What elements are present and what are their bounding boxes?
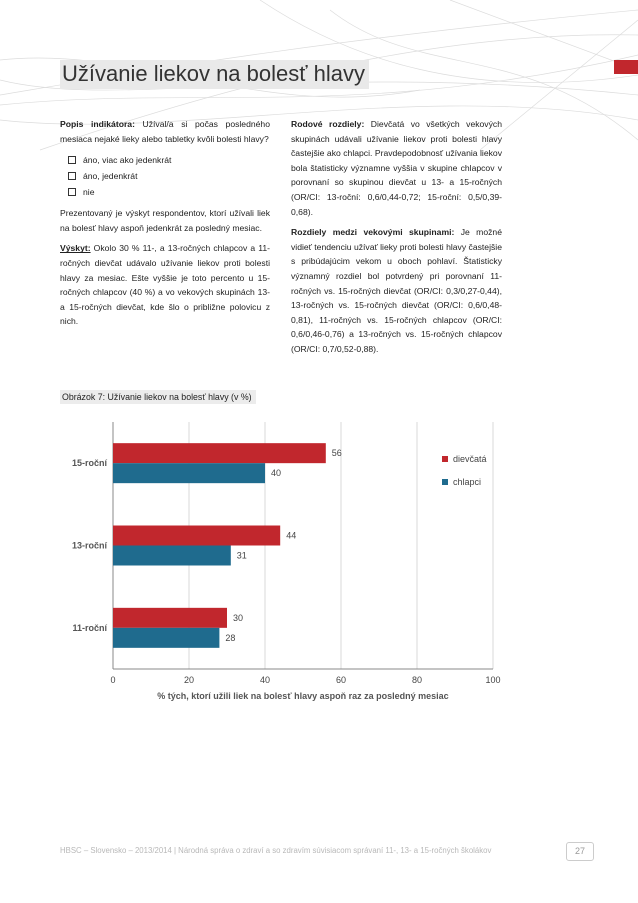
page-title: Užívanie liekov na bolesť hlavy xyxy=(60,60,369,89)
data-label: 31 xyxy=(236,550,247,561)
y-category-label: 11-roční xyxy=(72,622,107,633)
legend-label: dievčatá xyxy=(453,454,487,464)
bar-dievčatá xyxy=(113,608,227,628)
answer-options xyxy=(68,152,270,200)
gender-text: Dievčatá vo všetkých vekových skupinách udávali užívanie liekov proti bolesti hlavy častejšie ako chlapci. Pravdepodobnosť užívania liekov bola štatisticky významne vyššia v skupine chlapcov v porovnaní so skupinou dievčat u 13- a 15-ročných (OR/CI: 13-roční: 0,6/0,44-0,72; 15-roční: 0,5/0,39-0,68). xyxy=(291,119,502,217)
figure-caption: Obrázok 7: Užívanie liekov na bolesť hlavy (v %) xyxy=(60,390,256,404)
x-tick-label: 20 xyxy=(183,675,195,685)
bar-chart xyxy=(60,412,520,712)
checkbox-icon xyxy=(68,156,76,164)
page-number: 27 xyxy=(566,842,594,861)
y-category-label: 13-roční xyxy=(71,540,107,551)
indicator-label: Popis indikátora: xyxy=(60,119,135,129)
right-column xyxy=(291,117,502,363)
indicator-text: Užíval/a si počas posledného mesiaca nejaké lieky alebo tabletky kvôli bolesti hlavy? xyxy=(60,119,270,144)
left-column xyxy=(60,117,270,335)
indicator-paragraph xyxy=(60,117,270,146)
answer-option: nie xyxy=(68,184,270,200)
gender-label: Rodové rozdiely: xyxy=(291,119,365,129)
checkbox-icon xyxy=(68,172,76,180)
legend-swatch xyxy=(442,479,448,485)
answer-option: áno, viac ako jedenkrát xyxy=(68,152,270,168)
age-paragraph xyxy=(291,225,502,356)
data-label: 44 xyxy=(286,530,297,541)
presented-paragraph: Prezentovaný je výskyt respondentov, ktorí užívali liek na bolesť hlavy aspoň jedenkrát za posledný mesiac. xyxy=(60,208,270,233)
red-accent-bar xyxy=(614,60,638,74)
bar-dievčatá xyxy=(113,526,280,546)
data-label: 30 xyxy=(233,612,244,623)
occurrence-label: Výskyt: xyxy=(60,243,91,254)
occurrence-paragraph xyxy=(60,241,270,329)
x-axis-title: % tých, ktorí užili liek na bolesť hlavy aspoň raz za posledný mesiac xyxy=(157,691,449,701)
y-category-label: 15-roční xyxy=(71,458,107,469)
x-tick-label: 80 xyxy=(411,675,423,685)
bar-chlapci xyxy=(113,463,265,483)
occurrence-text: Okolo 30 % 11-, a 13-ročných chlapcov a 11-ročných dievčat udávalo užívanie liekov proti bolesti hlavy za mesiac. Ešte vyššie je toto percento u 15-ročných chlapcov (40 %) a vo vekových skupinách 13- a 15-ročných dievčat, kde šlo o približne polovicu z nich. xyxy=(60,243,270,327)
x-tick-label: 40 xyxy=(259,675,271,685)
legend-swatch xyxy=(442,456,448,462)
age-label: Rozdiely medzi vekovými skupinami: xyxy=(291,227,455,238)
bar-chlapci xyxy=(113,628,219,648)
data-label: 56 xyxy=(331,448,342,459)
legend-label: chlapci xyxy=(453,477,482,487)
x-tick-label: 100 xyxy=(485,675,501,685)
bar-dievčatá xyxy=(113,443,326,463)
gender-paragraph xyxy=(291,117,502,219)
x-tick-label: 60 xyxy=(335,675,347,685)
x-tick-label: 0 xyxy=(110,675,116,685)
checkbox-icon xyxy=(68,188,76,196)
page-footer: HBSC – Slovensko – 2013/2014 | Národná správa o zdraví a so zdravím súvisiacom správaní 11-, 13- a 15-ročných školákov xyxy=(60,846,492,855)
answer-option: áno, jedenkrát xyxy=(68,168,270,184)
bar-chlapci xyxy=(113,546,231,566)
data-label: 40 xyxy=(271,468,282,479)
age-text: Je možné vidieť tendenciu užívať lieky proti bolesti hlavy častejšie s pribúdajúcim vekom u oboch pohlaví. Štatisticky významný rozdiel bol potvrdený pri porovnaní 11-ročných vs. 15-ročných dievčat (OR/CI: 0,3/0,27-0,44), 13-ročných vs. 15-ročných dievčat (OR/CI: 0,6/0,48-0,81), 11-ročných vs. 15-ročných chlapcov (OR/CI: 0,6/0,46-0,76) a 13-ročných vs. 15-ročných chlapcov (OR/CI: 0,7/0,52-0,88). xyxy=(291,227,502,354)
data-label: 28 xyxy=(225,632,236,643)
